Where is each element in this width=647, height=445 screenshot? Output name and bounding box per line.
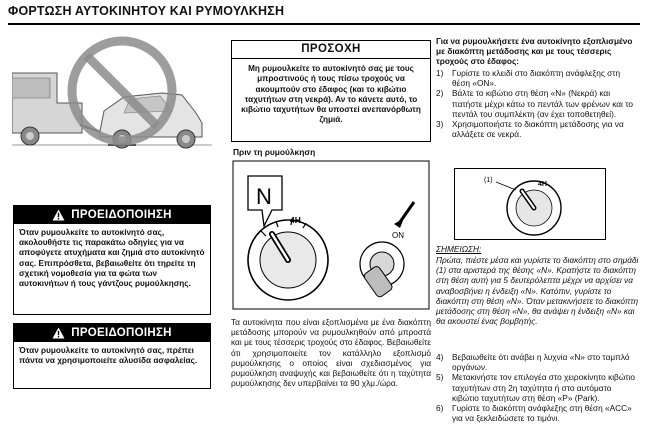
switch-mark-4h: 4H — [538, 181, 547, 188]
warning-text: Όταν ρυμουλκείτε το αυτοκίνητό σας, ακολουθήστε τις παρακάτω οδηγίες για να αποφύγετε ατυχήματα και ζημιά στο αυτοκίνητό σας. Επιπρόσθετα, βεβαιωθείτε ότι τηρείτε τη σχετική νομοθεσία για τα φώτα των αυτοκινήτων ή τους γάντζους ρυμούλκησης. — [19, 228, 205, 289]
towing-paragraph: Τα αυτοκίνητα που είναι εξοπλισμένα με ένα διακόπτη μετάδοσης μπορούν να ρυμουλκηθούν από μπροστά και με τους τέσσερις τροχούς στο έδαφος. Βεβαιωθείτε ότι χρησιμοποιείτε τον κατάλληλο εξοπλισμό ρυμούλκησης ο οποίος είναι σχεδιασμένος για ρυμούλκηση αναψυχής και βεβαιωθείτε ότι η ταχύτητα ρυμούλκησης δεν υπερβαίνει τα 90 χλμ./ώρα. — [231, 317, 431, 389]
step-item — [436, 352, 640, 372]
warning-header — [14, 324, 210, 342]
caution-box — [231, 40, 431, 142]
warning-box — [13, 205, 211, 315]
warning-label: ΠΡΟΕΙΔΟΠΟΙΗΣΗ — [71, 327, 172, 339]
step-item — [436, 88, 640, 119]
step-text: Βάλτε το κιβώτιο στη θέση «N» (Νεκρά) και πατήστε μέχρι κάτω το πεντάλ των φρένων και το πεντάλ του συμπλέκτη (αν έχει τοποθετηθεί). — [452, 88, 633, 119]
step-text: Χρησιμοποιήστε το διακόπτη μετάδοσης για να αλλάξετε σε νεκρά. — [452, 119, 624, 140]
note-text: Πρώτα, πιέστε μέσα και γυρίστε το διακόπτη στο σημάδι (1) στα αριστερά της θέσης «N». Κρατήστε το διακόπτη στη θέση αυτή για 5 δευτερόλεπτα μέχρι να αρχίσει να αναβοσβήνει η ένδειξη «N». Κατόπιν, γυρίστε το διακόπτη στη θέση «N». Όταν μετακινήσετε το διακόπτη μετάδοσης στη θέση «N», θα ανάψει η ένδειξη «N» και θα ακουστεί ένας βομβητής. — [436, 255, 639, 327]
step-number: 4) — [436, 352, 444, 362]
note-title: ΣΗΜΕΙΩΣΗ: — [436, 244, 482, 254]
towing-instructions-intro: Για να ρυμουλκήσετε ένα αυτοκίνητο εξοπλισμένο με διακόπτη μετάδοσης και με τους τέσσερις τροχούς στο έδαφος: — [436, 36, 633, 67]
step-text: Γυρίστε το κλειδί στο διακόπτη ανάφλεξης στη θέση «ON». — [452, 68, 621, 89]
caution-text: Μη ρυμουλκείτε το αυτοκίνητό σας με τους μπροστινούς ή τους πίσω τροχούς να ακουμπούν στο έδαφος (και το κιβώτιο ταχυτήτων στη νεκρά). Αν το κάνετε αυτό, το κιβώτιο ταχυτήτων θα υποστεί ανεπανόρθωτη ζημιά. — [241, 64, 421, 125]
warning-triangle-icon — [52, 209, 65, 221]
step-text: Βεβαιωθείτε ότι ανάβει η λυχνία «N» στο ταμπλό οργάνων. — [452, 352, 630, 373]
step-number: 6) — [436, 403, 444, 414]
step-number: 2) — [436, 88, 444, 99]
callout-1: (1) — [484, 177, 493, 184]
step-number: 5) — [436, 372, 444, 383]
step-item — [436, 403, 640, 423]
header-rule — [8, 23, 640, 25]
steps-list-a — [436, 68, 640, 139]
warning-label: ΠΡΟΕΙΔΟΠΟΙΗΣΗ — [71, 209, 172, 221]
step-item — [436, 119, 640, 139]
transfer-switch-illustration — [232, 160, 430, 310]
warning-text: Όταν ρυμουλκείτε το αυτοκίνητό σας, πρέπει πάντα να χρησιμοποιείτε αλυσίδα ασφαλείας. — [19, 346, 198, 366]
step-text: Μετακινήστε τον επιλογέα στο χειροκίνητο κιβώτιο ταχυτήτων στη 2η ταχύτητα ή στο αυτόματο κιβώτιο ταχυτήτων στη θέση «P» (Park). — [452, 372, 635, 403]
warning-box — [13, 323, 211, 389]
step-item — [436, 372, 640, 403]
step-number: 1) — [436, 68, 444, 78]
steps-list-b — [436, 352, 640, 423]
step-number: 3) — [436, 119, 444, 130]
transfer-switch-detail-illustration — [454, 168, 606, 240]
page-title: ΦΟΡΤΩΣΗ ΑΥΤΟΚΙΝΗΤΟΥ ΚΑΙ ΡΥΜΟΥΛΚΗΣΗ — [8, 4, 285, 18]
before-towing-heading: Πριν τη ρυμούλκηση — [233, 147, 316, 157]
caution-label: ΠΡΟΣΟΧΗ — [232, 41, 430, 59]
warning-header — [14, 206, 210, 224]
key-label-on: ON — [392, 231, 404, 240]
towing-prohibited-illustration — [12, 33, 212, 158]
warning-triangle-icon — [52, 327, 65, 339]
step-text: Γυρίστε το διακόπτη ανάφλεξης στη θέση «ACC» για να ξεκλειδώσετε το τιμόνι. — [452, 403, 632, 424]
dial-mark-4h: 4H — [290, 215, 301, 225]
dial-letter-n: N — [256, 184, 272, 209]
step-item — [436, 68, 640, 88]
